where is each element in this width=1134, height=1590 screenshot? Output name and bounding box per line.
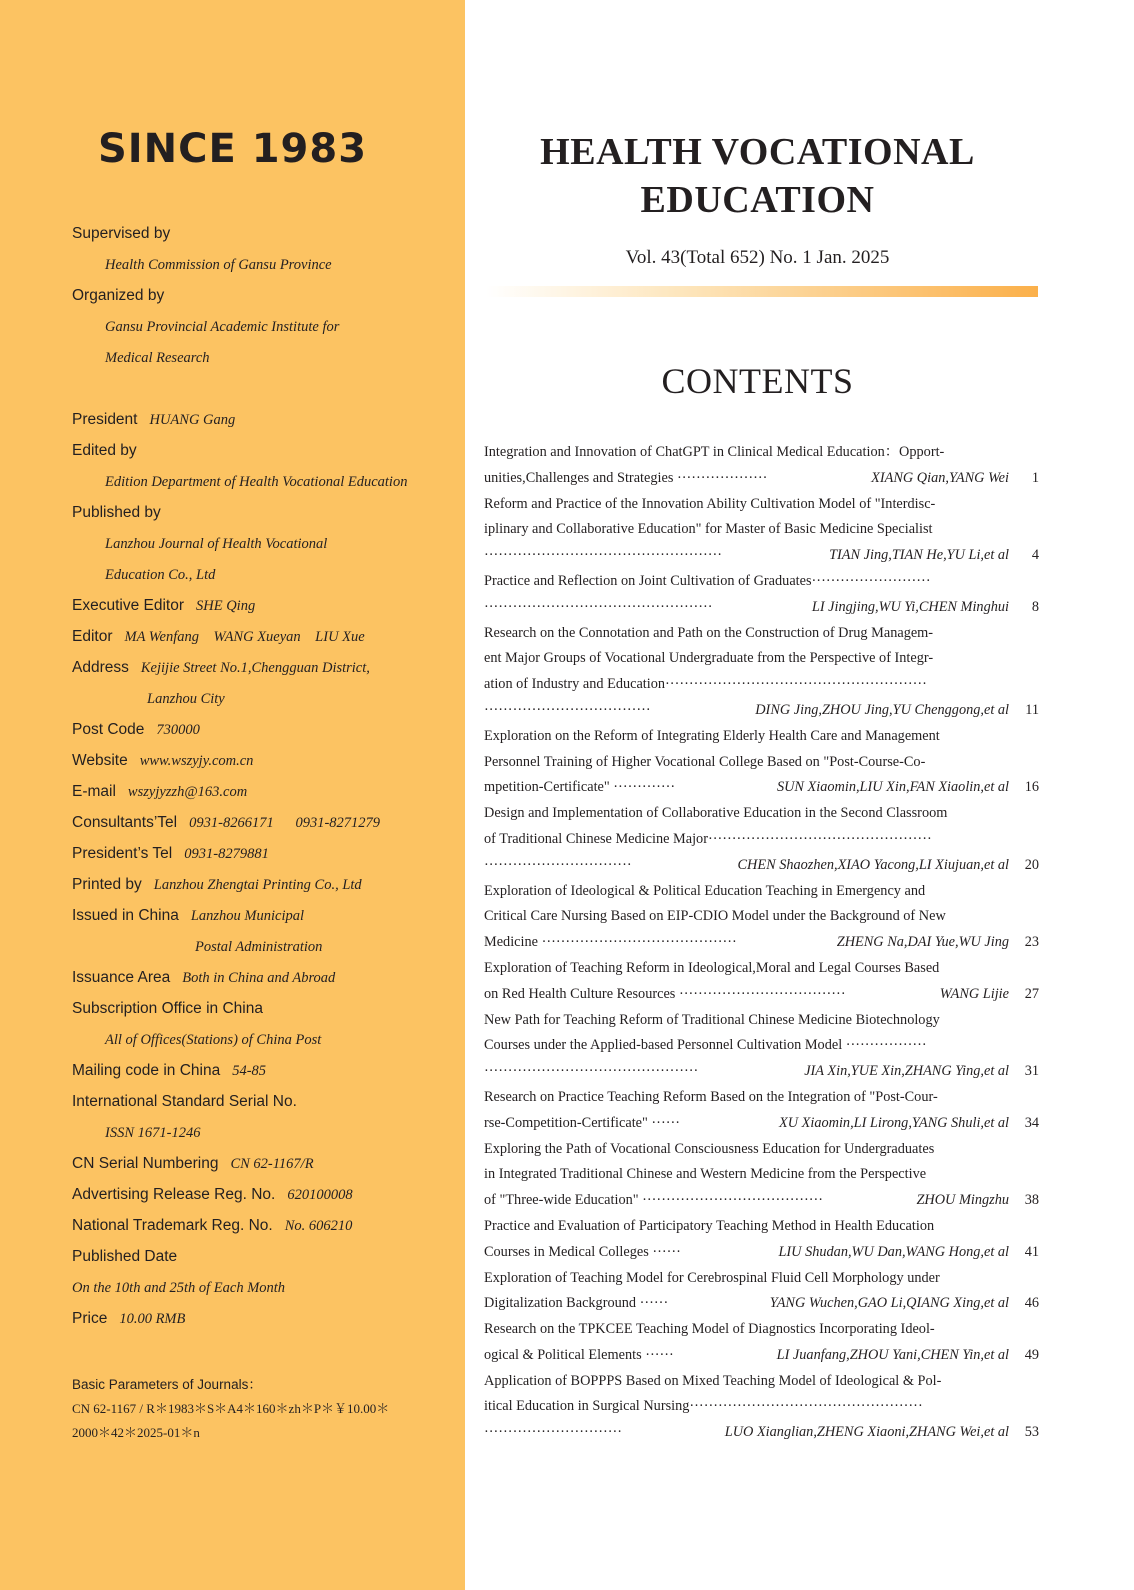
- toc-line: [484, 1369, 1039, 1395]
- toc-entry-text: Medicine ·········································: [484, 934, 737, 951]
- volume-info: Vol. 43(Total 652) No. 1 Jan. 2025: [625, 247, 890, 268]
- toc-line: [484, 982, 1039, 1008]
- toc-entry-text: Research on the Connotation and Path on the Construction of Drug Managem-: [484, 624, 934, 641]
- gradient-divider: [486, 286, 1038, 297]
- president-name: HUANG Gang: [149, 412, 236, 428]
- toc-entry-text: Courses in Medical Colleges ······: [484, 1243, 681, 1260]
- adv-label: Advertising Release Reg. No.: [72, 1186, 276, 1203]
- toc-entry-text: mpetition-Certificate" ·············: [484, 779, 676, 796]
- toc-entry-page: 23: [1024, 934, 1039, 951]
- toc-entry-text: ent Major Groups of Vocational Undergraduate from the Perspective of Integr-: [484, 650, 934, 667]
- address-line2: Lanzhou City: [147, 691, 225, 707]
- toc-entry-authors: WANG Lijie: [939, 985, 1009, 1002]
- toc-line: [484, 1214, 1039, 1240]
- toc-line: [484, 646, 1039, 672]
- organizer-line2: Medical Research: [105, 350, 210, 366]
- price-label: Price: [72, 1310, 108, 1327]
- toc-line: [484, 1266, 1039, 1292]
- email-value: wszyjyzzh@163.com: [127, 784, 248, 800]
- toc-entry-authors: LUO Xianglian,ZHENG Xiaoni,ZHANG Wei,et al: [724, 1424, 1009, 1441]
- mailing-code: 54-85: [232, 1063, 267, 1079]
- toc-entry-page: 20: [1024, 856, 1039, 873]
- toc-line: [484, 724, 1039, 750]
- toc-entry-page: 4: [1031, 547, 1039, 564]
- price-value: 10.00 RMB: [119, 1311, 186, 1327]
- toc-line: [484, 1291, 1039, 1317]
- president-tel-value: 0931-8279881: [184, 846, 269, 862]
- adv-value: 620100008: [287, 1187, 353, 1203]
- toc-line: [484, 1343, 1039, 1369]
- editor-org: Edition Department of Health Vocational Education: [105, 474, 408, 490]
- toc-line: [484, 1162, 1039, 1188]
- toc-entry-authors: XIANG Qian,YANG Wei: [871, 469, 1009, 486]
- toc-line: [484, 595, 1039, 621]
- basic-parameters-line2: 2000＊42＊2025-01＊n: [72, 1425, 200, 1440]
- toc-line: [484, 1008, 1039, 1034]
- journal-title-line1: HEALTH VOCATIONAL: [540, 131, 975, 173]
- toc-entry-text: itical Education in Surgical Nursing·················································: [484, 1398, 923, 1415]
- toc-line: [484, 1394, 1039, 1420]
- editor-label: Editor: [72, 628, 113, 645]
- toc-line: [484, 672, 1039, 698]
- toc-entry-text: iplinary and Collaborative Education" for Master of Basic Medicine Specialist: [484, 521, 933, 538]
- exec-editor-label: Executive Editor: [72, 597, 184, 614]
- issued-label: Issued in China: [72, 907, 179, 924]
- toc-entry-text: Practice and Reflection on Joint Cultivation of Graduates·························: [484, 572, 931, 589]
- toc-entry-page: 31: [1024, 1063, 1039, 1080]
- toc-entry-text: Critical Care Nursing Based on EIP-CDIO Model under the Background of New: [484, 908, 946, 925]
- toc-line: [484, 1033, 1039, 1059]
- toc-entry-text: unities,Challenges and Strategies ···················: [484, 469, 768, 486]
- toc-entry-page: 38: [1024, 1192, 1039, 1209]
- masthead-sidebar: [0, 0, 465, 1590]
- toc-entry-text: Exploration of Teaching Model for Cerebrospinal Fluid Cell Morphology under: [484, 1269, 940, 1286]
- toc-entry-text: Integration and Innovation of ChatGPT in Clinical Medical Education：Opport-: [484, 444, 945, 460]
- website-label: Website: [72, 752, 128, 769]
- toc-entry-authors: DING Jing,ZHOU Jing,YU Chenggong,et al: [755, 701, 1009, 718]
- toc-entry-text: ·······························: [484, 856, 632, 873]
- toc-entry-authors: LIU Shudan,WU Dan,WANG Hong,et al: [778, 1243, 1009, 1260]
- toc-entry-text: ·············································: [484, 1063, 699, 1080]
- toc-line: [484, 492, 1039, 518]
- issn-label: International Standard Serial No.: [72, 1093, 297, 1110]
- journal-title-line2: EDUCATION: [640, 179, 875, 221]
- toc-entry-text: of Traditional Chinese Medicine Major···············································: [484, 830, 932, 847]
- toc-entry-authors: XU Xiaomin,LI Lirong,YANG Shuli,et al: [778, 1114, 1009, 1131]
- toc-entry-text: Exploration of Teaching Reform in Ideological,Moral and Legal Courses Based: [484, 959, 940, 976]
- toc-entry-page: 8: [1031, 598, 1039, 615]
- toc-line: [484, 956, 1039, 982]
- consultants-tel-label: Consultants’Tel: [72, 814, 178, 831]
- cn-value: CN 62-1167/R: [230, 1156, 314, 1172]
- toc-entry-text: ·····························: [484, 1424, 623, 1441]
- toc-line: [484, 930, 1039, 956]
- toc-entry-authors: YANG Wuchen,GAO Li,QIANG Xing,et al: [769, 1295, 1009, 1312]
- consultants-tel-value: 0931-8266171 0931-8271279: [189, 815, 381, 831]
- since-heading: SINCE 1983: [97, 126, 368, 172]
- toc-line: [484, 1111, 1039, 1137]
- president-label: President: [72, 411, 138, 428]
- basic-parameters: [72, 1372, 462, 1445]
- toc-entry-page: 53: [1024, 1424, 1039, 1441]
- edited-label: Edited by: [72, 442, 137, 459]
- toc-entry-text: ation of Industry and Education·······················································: [484, 676, 927, 693]
- pubdate-value: On the 10th and 25th of Each Month: [72, 1280, 286, 1296]
- toc-entry-text: in Integrated Traditional Chinese and Western Medicine from the Perspective: [484, 1166, 927, 1183]
- toc-entry-text: Application of BOPPPS Based on Mixed Teaching Model of Ideological & Pol-: [484, 1372, 942, 1389]
- toc-entry-page: 46: [1024, 1295, 1039, 1312]
- subscription-label: Subscription Office in China: [72, 1000, 263, 1017]
- toc-line: [484, 801, 1039, 827]
- trademark-label: National Trademark Reg. No.: [72, 1217, 273, 1234]
- toc-entry-page: 41: [1024, 1243, 1039, 1260]
- published-label: Published by: [72, 504, 161, 521]
- issn-value: ISSN 1671-1246: [105, 1125, 201, 1141]
- toc-line: [484, 1085, 1039, 1111]
- toc-line: [484, 440, 1039, 466]
- toc-entry-text: Courses under the Applied-based Personnel Cultivation Model ·················: [484, 1037, 927, 1054]
- toc-line: [484, 853, 1039, 879]
- toc-entry-text: Design and Implementation of Collaborative Education in the Second Classroom: [484, 805, 948, 822]
- masthead-info: [72, 218, 462, 1334]
- toc-line: [484, 879, 1039, 905]
- toc-line: [484, 698, 1039, 724]
- issuer-line1: Lanzhou Municipal: [190, 908, 305, 924]
- publisher-line1: Lanzhou Journal of Health Vocational: [105, 536, 328, 552]
- contents-heading: CONTENTS: [661, 361, 854, 401]
- website-value: www.wszyjy.com.cn: [139, 753, 254, 769]
- area-value: Both in China and Abroad: [182, 970, 336, 986]
- toc-entry-text: Reform and Practice of the Innovation Ability Cultivation Model of "Interdisc-: [484, 495, 936, 512]
- toc-entry-authors: LI Jingjing,WU Yi,CHEN Minghui: [811, 598, 1009, 615]
- president-tel-label: President’s Tel: [72, 845, 173, 862]
- toc-line: [484, 517, 1039, 543]
- toc-entry-text: rse-Competition-Certificate" ······: [484, 1114, 680, 1131]
- toc-line: [484, 1059, 1039, 1085]
- toc-entry-page: 11: [1025, 701, 1039, 718]
- toc-line: [484, 1137, 1039, 1163]
- supervisor: Health Commission of Gansu Province: [105, 257, 332, 273]
- toc-entry-text: Personnel Training of Higher Vocational College Based on "Post-Course-Co-: [484, 753, 926, 770]
- issuer-line2: Postal Administration: [195, 939, 323, 955]
- toc-entry-authors: LI Juanfang,ZHOU Yani,CHEN Yin,et al: [776, 1346, 1009, 1363]
- toc-entry-page: 1: [1031, 469, 1039, 486]
- toc-entry-page: 34: [1024, 1114, 1039, 1131]
- toc-entry-text: Digitalization Background ······: [484, 1295, 669, 1312]
- toc-line: [484, 466, 1039, 492]
- toc-entry-text: Research on Practice Teaching Reform Based on the Integration of "Post-Cour-: [484, 1088, 938, 1105]
- toc-entry-authors: SUN Xiaomin,LIU Xin,FAN Xiaolin,et al: [776, 779, 1009, 796]
- toc-line: [484, 1240, 1039, 1266]
- toc-line: [484, 543, 1039, 569]
- toc-entry-authors: JIA Xin,YUE Xin,ZHANG Ying,et al: [804, 1063, 1009, 1080]
- toc-line: [484, 775, 1039, 801]
- publisher-line2: Education Co., Ltd: [105, 567, 216, 583]
- trademark-value: No. 606210: [284, 1218, 353, 1234]
- toc-line: [484, 569, 1039, 595]
- toc-entry-authors: TIAN Jing,TIAN He,YU Li,et al: [829, 547, 1009, 564]
- toc-entry-text: ··················································: [484, 547, 723, 564]
- exec-editor-name: SHE Qing: [196, 598, 256, 614]
- toc-entry-page: 49: [1024, 1346, 1039, 1363]
- subscription-office: All of Offices(Stations) of China Post: [105, 1032, 322, 1048]
- toc-entry-page: 27: [1024, 985, 1039, 1002]
- address-label: Address: [72, 659, 129, 676]
- email-label: E-mail: [72, 783, 116, 800]
- cn-label: CN Serial Numbering: [72, 1155, 219, 1172]
- toc-line: [484, 750, 1039, 776]
- journal-title: [470, 128, 1045, 224]
- postcode-value: 730000: [156, 722, 200, 738]
- toc-line: [484, 1317, 1039, 1343]
- toc-entry-text: ················································: [484, 598, 713, 615]
- organized-label: Organized by: [72, 287, 165, 304]
- toc-entry-text: Exploration of Ideological & Political Education Teaching in Emergency and: [484, 882, 926, 899]
- toc-line: [484, 1420, 1039, 1446]
- postcode-label: Post Code: [72, 721, 145, 738]
- address-line1: Kejijie Street No.1,Chengguan District,: [140, 660, 370, 676]
- editor-names: MA Wenfang WANG Xueyan LIU Xue: [124, 629, 365, 645]
- toc-entry-text: on Red Health Culture Resources ···································: [484, 985, 846, 1002]
- basic-parameters-line1: CN 62-1167 / R＊1983＊S＊A4＊160＊zh＊P＊￥10.00＊: [72, 1401, 390, 1416]
- toc-entry-text: Exploration on the Reform of Integrating Elderly Health Care and Management: [484, 727, 940, 744]
- toc-entry-page: 16: [1024, 779, 1039, 796]
- toc-line: [484, 827, 1039, 853]
- toc-entry-authors: CHEN Shaozhen,XIAO Yacong,LI Xiujuan,et al: [737, 856, 1009, 873]
- toc-entry-text: New Path for Teaching Reform of Traditional Chinese Medicine Biotechnology: [484, 1011, 940, 1028]
- toc-entry-text: ogical & Political Elements ······: [484, 1346, 674, 1363]
- toc-line: [484, 1188, 1039, 1214]
- toc-entry-text: Exploring the Path of Vocational Consciousness Education for Undergraduates: [484, 1140, 935, 1157]
- area-label: Issuance Area: [72, 969, 171, 986]
- printer-value: Lanzhou Zhengtai Printing Co., Ltd: [153, 877, 362, 893]
- toc-entry-text: ···································: [484, 701, 651, 718]
- toc-entry-text: Research on the TPKCEE Teaching Model of Diagnostics Incorporating Ideol-: [484, 1321, 935, 1338]
- toc-entry-authors: ZHENG Na,DAI Yue,WU Jing: [836, 934, 1009, 951]
- organizer-line1: Gansu Provincial Academic Institute for: [105, 319, 340, 335]
- printed-label: Printed by: [72, 876, 142, 893]
- toc-entry-text: Practice and Evaluation of Participatory Teaching Method in Health Education: [484, 1217, 935, 1234]
- table-of-contents: [484, 440, 1039, 1446]
- mailing-label: Mailing code in China: [72, 1062, 221, 1079]
- toc-entry-authors: ZHOU Mingzhu: [916, 1192, 1009, 1209]
- toc-line: [484, 904, 1039, 930]
- pubdate-label: Published Date: [72, 1248, 178, 1265]
- supervised-label: Supervised by: [72, 225, 171, 242]
- basic-parameters-label: Basic Parameters of Journals：: [72, 1377, 262, 1392]
- toc-entry-text: of "Three-wide Education" ······································: [484, 1192, 824, 1209]
- toc-line: [484, 621, 1039, 647]
